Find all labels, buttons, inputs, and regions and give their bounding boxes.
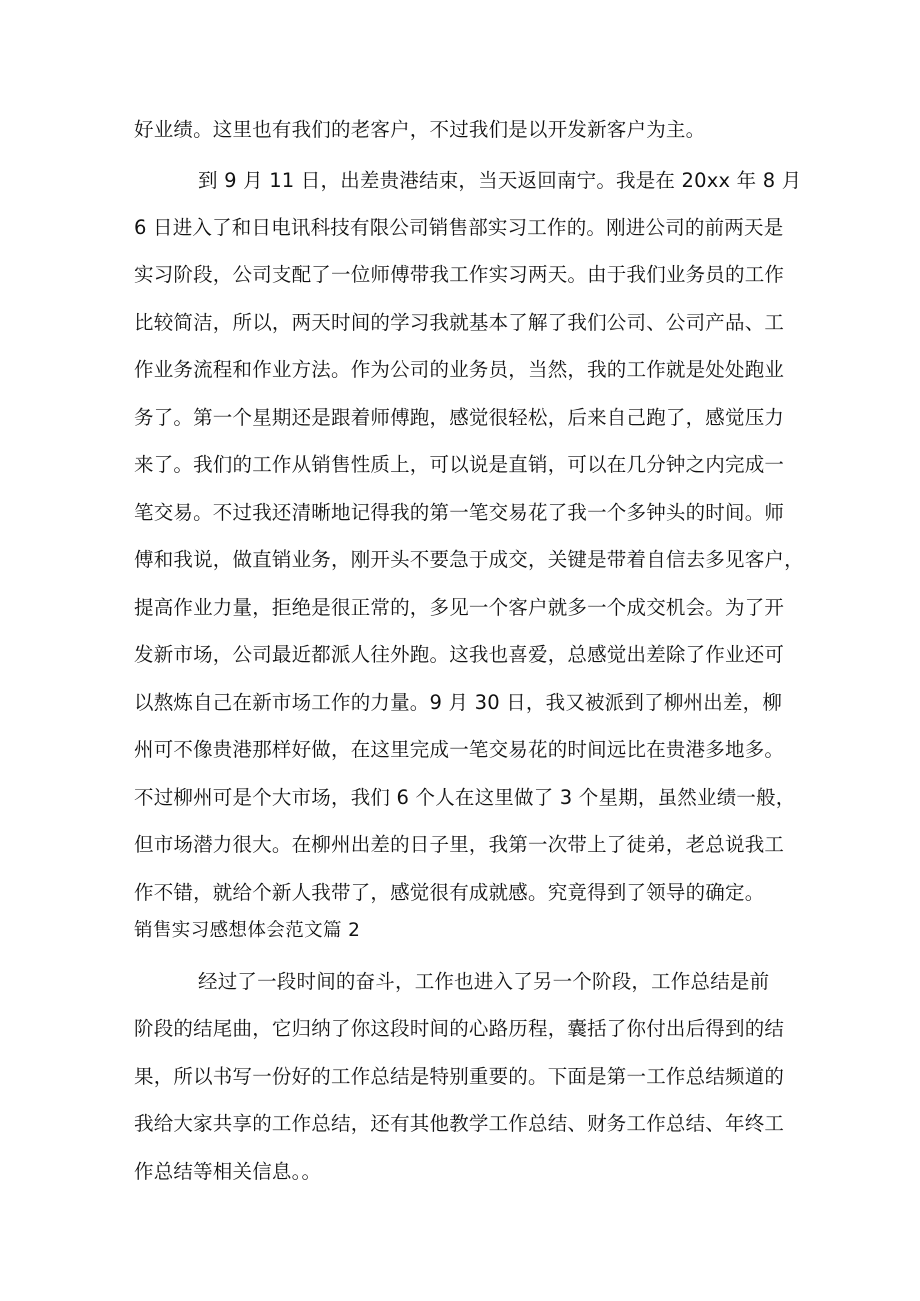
text-line: 作不错，就给个新人我带了，感觉很有成就感。究竟得到了领导的确定。 — [134, 881, 765, 904]
text-line: 但市场潜力很大。在柳州出差的日子里，我第一次带上了徒弟，老总说我工 — [134, 833, 785, 856]
text-line: 我给大家共享的工作总结，还有其他教学工作总结、财务工作总结、年终工 — [134, 1112, 785, 1135]
text-line: 作业务流程和作业方法。作为公司的业务员，当然，我的工作就是处处跑业 — [134, 358, 785, 381]
text-line: 务了。第一个星期还是跟着师傅跑，感觉很轻松，后来自己跑了，感觉压力 — [134, 406, 785, 429]
text-line: 好业绩。这里也有我们的老客户，不过我们是以开发新客户为主。 — [134, 118, 706, 141]
text-line: 笔交易。不过我还清晰地记得我的第一笔交易花了我一个多钟头的时间。师 — [134, 501, 785, 524]
text-line: 阶段的结尾曲，它归纳了你这段时间的心路历程，囊括了你付出后得到的结 — [134, 1017, 785, 1040]
text-line: 经过了一段时间的奋斗，工作也进入了另一个阶段，工作总结是前 — [198, 970, 770, 993]
text-line: 州可不像贵港那样好做，在这里完成一笔交易花的时间远比在贵港多地多。 — [134, 738, 785, 761]
text-line: 来了。我们的工作从销售性质上，可以说是直销，可以在几分钟之内完成一 — [134, 453, 785, 476]
text-line: 6 日进入了和日电讯科技有限公司销售部实习工作的。刚进公司的前两天是 — [134, 216, 784, 239]
text-line: 果，所以书写一份好的工作总结是特别重要的。下面是第一工作总结频道的 — [134, 1065, 785, 1088]
text-line: 提高作业力量，拒绝是很正常的，多见一个客户就多一个成交机会。为了开 — [134, 596, 785, 619]
text-line: 比较简洁，所以，两天时间的学习我就基本了解了我们公司、公司产品、工 — [134, 311, 785, 334]
section-title: 销售实习感想体会范文篇 2 — [134, 920, 361, 941]
text-line: 实习阶段，公司支配了一位师傅带我工作实习两天。由于我们业务员的工作 — [134, 263, 785, 286]
text-line: 傅和我说，做直销业务，刚开头不要急于成交，关键是带着自信去多见客户， — [134, 548, 804, 571]
text-line: 到 9 月 11 日，出差贵港结束，当天返回南宁。我是在 20xx 年 8 月 — [198, 169, 802, 192]
text-line: 发新市场，公司最近都派人往外跑。这我也喜爱，总感觉出差除了作业还可 — [134, 643, 785, 666]
text-line: 以熬炼自己在新市场工作的力量。9 月 30 日，我又被派到了柳州出差，柳 — [134, 691, 783, 714]
text-line: 作总结等相关信息。。 — [134, 1160, 322, 1183]
text-line: 不过柳州可是个大市场，我们 6 个人在这里做了 3 个星期，虽然业绩一般， — [134, 786, 796, 809]
